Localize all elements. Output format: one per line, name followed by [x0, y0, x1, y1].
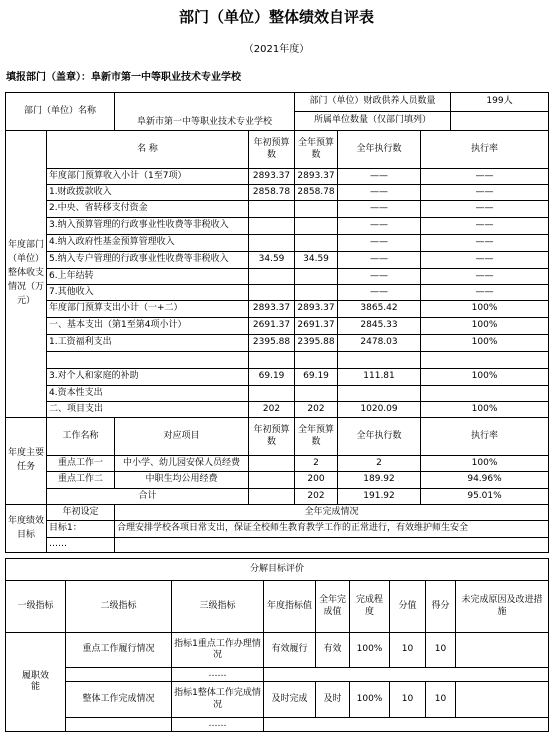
eval-header-degree: 完成程度 — [350, 581, 390, 633]
eval-row-done: 及时 — [316, 682, 350, 718]
dept-name-label: 部门（单位）名称 — [6, 93, 115, 131]
budget-row-full — [295, 285, 338, 301]
budget-row-exec: 1020.09 — [338, 402, 421, 418]
tasks-header-full: 全年预算数 — [295, 418, 338, 456]
budget-row-full — [295, 201, 338, 218]
task-row-rate: 94.96% — [421, 472, 549, 489]
budget-row-full: 69.19 — [295, 369, 338, 386]
budget-row-name: 6.上年结转 — [47, 269, 249, 285]
reporting-unit: 填报部门（盖章）：阜新市第一中等职业技术专业学校 — [6, 72, 241, 83]
evaluation-table — [5, 558, 549, 732]
eval-row-score: 10 — [426, 682, 456, 718]
eval-row-l2: 整体工作完成情况 — [66, 682, 172, 718]
budget-row-full: 2893.37 — [295, 169, 338, 185]
eval-ellipsis-row — [264, 718, 549, 732]
task-row-project: 中职生均公用经费 — [115, 472, 249, 489]
eval-row-l2 — [66, 718, 172, 732]
budget-header-name: 名 称 — [47, 131, 249, 169]
budget-row-initial: 34.59 — [249, 252, 295, 269]
task-row-name: 重点工作一 — [47, 456, 115, 472]
eval-row-score-full: 10 — [390, 633, 426, 668]
goal-1-label: 目标1： — [47, 521, 115, 538]
budget-header-initial: 年初预算数 — [249, 131, 295, 169]
budget-row-full — [295, 235, 338, 252]
eval-header-l2: 二级指标 — [66, 581, 172, 633]
budget-row-exec — [338, 352, 421, 369]
budget-row-exec: 2845.33 — [338, 318, 421, 335]
budget-row-full — [295, 218, 338, 235]
budget-row-name: 年度部门预算收入小计（1至7项） — [47, 169, 249, 185]
budget-row-rate: 100% — [421, 301, 549, 318]
eval-row-l2 — [66, 668, 172, 682]
budget-row-rate: 100% — [421, 402, 549, 418]
budget-row-initial: 2691.37 — [249, 318, 295, 335]
budget-row-initial: 2858.78 — [249, 185, 295, 201]
budget-row-initial — [249, 285, 295, 301]
eval-row-score: 10 — [426, 633, 456, 668]
eval-row-l3: 指标1重点工作办理情况 — [172, 633, 264, 668]
budget-row-rate: —— — [421, 185, 549, 201]
budget-row-rate: 100% — [421, 369, 549, 386]
eval-ellipsis: …… — [172, 668, 264, 682]
budget-row-initial — [249, 218, 295, 235]
eval-row-target: 及时完成 — [264, 682, 316, 718]
budget-row-rate — [421, 386, 549, 402]
budget-row-name: 3.对个人和家庭的补助 — [47, 369, 249, 386]
task-row-exec: 189.92 — [338, 472, 421, 489]
budget-row-initial — [249, 235, 295, 252]
task-row-project: 中小学、幼儿园安保人员经费 — [115, 456, 249, 472]
budget-header-exec: 全年执行数 — [338, 131, 421, 169]
task-row-full: 2 — [295, 456, 338, 472]
budget-row-initial — [249, 386, 295, 402]
budget-row-full: 2691.37 — [295, 318, 338, 335]
budget-row-name: 3.纳入预算管理的行政事业性收费等非税收入 — [47, 218, 249, 235]
budget-row-initial: 2893.37 — [249, 169, 295, 185]
budget-row-initial — [249, 201, 295, 218]
sub-unit-value — [451, 112, 549, 131]
task-row-name: 重点工作二 — [47, 472, 115, 489]
task-total-rate: 95.01% — [421, 489, 549, 505]
eval-row-l2: 重点工作履行情况 — [66, 633, 172, 668]
budget-row-full: 2893.37 — [295, 301, 338, 318]
tasks-header-rate: 执行率 — [421, 418, 549, 456]
budget-row-exec: —— — [338, 169, 421, 185]
budget-row-rate: —— — [421, 169, 549, 185]
budget-row-initial — [249, 269, 295, 285]
eval-header-l3: 三级指标 — [172, 581, 264, 633]
goal-ellipsis: …… — [47, 538, 115, 553]
budget-row-full: 2858.78 — [295, 185, 338, 201]
tasks-header-name: 工作名称 — [47, 418, 115, 456]
budget-row-exec: —— — [338, 269, 421, 285]
budget-row-name: 1.工资福利支出 — [47, 335, 249, 352]
goals-complete-label: 全年完成情况 — [115, 505, 549, 521]
budget-row-exec: —— — [338, 285, 421, 301]
budget-row-name — [47, 352, 249, 369]
budget-row-initial: 2893.37 — [249, 301, 295, 318]
budget-row-initial — [249, 352, 295, 369]
budget-row-rate: —— — [421, 252, 549, 269]
budget-row-name: 1.财政拨款收入 — [47, 185, 249, 201]
budget-row-name: 5.纳入专户管理的行政事业性收费等非税收入 — [47, 252, 249, 269]
budget-row-exec: 3865.42 — [338, 301, 421, 318]
budget-row-name: 7.其他收入 — [47, 285, 249, 301]
budget-row-name: 一、基本支出（第1至第4项小计） — [47, 318, 249, 335]
budget-row-rate — [421, 352, 549, 369]
goal-ellipsis-value — [115, 538, 549, 553]
eval-header-target: 年度指标值 — [264, 581, 316, 633]
eval-l1-value: 履职效能 — [6, 633, 66, 732]
goals-initial-label: 年初设定 — [47, 505, 115, 521]
budget-row-rate: 100% — [421, 318, 549, 335]
task-row-initial — [249, 456, 295, 472]
budget-row-exec: —— — [338, 201, 421, 218]
goal-1-text: 合理安排学校各项日常支出，保证全校师生教育教学工作的正常进行，有效维护师生安全 — [115, 521, 549, 538]
eval-header-done: 全年完成值 — [316, 581, 350, 633]
budget-row-exec: —— — [338, 185, 421, 201]
sub-unit-label: 所属单位数量（仅部门填列） — [295, 112, 451, 131]
budget-row-full: 202 — [295, 402, 338, 418]
eval-row-score-full: 10 — [390, 682, 426, 718]
budget-row-name: 二、项目支出 — [47, 402, 249, 418]
eval-ellipsis: …… — [172, 718, 264, 732]
budget-row-full — [295, 386, 338, 402]
staff-count-value: 199人 — [451, 93, 549, 112]
eval-header-score: 得分 — [426, 581, 456, 633]
tasks-header-project: 对应项目 — [115, 418, 249, 456]
budget-row-exec: —— — [338, 218, 421, 235]
budget-row-rate: —— — [421, 201, 549, 218]
eval-row-degree: 100% — [350, 682, 390, 718]
budget-row-rate: —— — [421, 285, 549, 301]
dept-name-value: 阜新市第一中等职业技术专业学校 — [115, 93, 295, 131]
task-total-exec: 191.92 — [338, 489, 421, 505]
budget-row-full: 2395.88 — [295, 335, 338, 352]
eval-row-done: 有效 — [316, 633, 350, 668]
budget-row-rate: —— — [421, 218, 549, 235]
eval-header-score-full: 分值 — [390, 581, 426, 633]
eval-row-l3: 指标1整体工作完成情况 — [172, 682, 264, 718]
budget-row-name: 年度部门预算支出小计（一+二） — [47, 301, 249, 318]
budget-row-rate: —— — [421, 269, 549, 285]
eval-row-reason — [456, 633, 549, 668]
eval-row-degree: 100% — [350, 633, 390, 668]
budget-row-full — [295, 269, 338, 285]
budget-header-rate: 执行率 — [421, 131, 549, 169]
eval-row-reason — [456, 682, 549, 718]
eval-header-l1: 一级指标 — [6, 581, 66, 633]
budget-header-full: 全年预算数 — [295, 131, 338, 169]
budget-row-rate: 100% — [421, 335, 549, 352]
budget-row-full: 34.59 — [295, 252, 338, 269]
budget-row-initial: 202 — [249, 402, 295, 418]
tasks-header-exec: 全年执行数 — [338, 418, 421, 456]
task-total-full: 202 — [295, 489, 338, 505]
budget-row-exec: 111.81 — [338, 369, 421, 386]
budget-row-exec — [338, 386, 421, 402]
task-row-full: 200 — [295, 472, 338, 489]
staff-count-label: 部门（单位）财政供养人员数量 — [295, 93, 451, 112]
budget-row-rate: —— — [421, 235, 549, 252]
task-row-rate: 100% — [421, 456, 549, 472]
goals-section-label: 年度绩效目标 — [6, 505, 47, 553]
eval-row-target: 有效履行 — [264, 633, 316, 668]
eval-ellipsis-row — [264, 668, 549, 682]
budget-row-name: 2.中央、省转移支付资金 — [47, 201, 249, 218]
task-row-initial — [249, 472, 295, 489]
budget-table — [5, 92, 549, 553]
budget-row-exec: —— — [338, 235, 421, 252]
budget-row-exec: —— — [338, 252, 421, 269]
report-year: （2021年度） — [243, 44, 310, 55]
task-total-name: 合计 — [47, 489, 249, 505]
tasks-header-initial: 年初预算数 — [249, 418, 295, 456]
budget-row-exec: 2478.03 — [338, 335, 421, 352]
budget-row-name: 4.纳入政府性基金预算管理收入 — [47, 235, 249, 252]
task-row-exec: 2 — [338, 456, 421, 472]
budget-row-initial: 69.19 — [249, 369, 295, 386]
task-total-initial — [249, 489, 295, 505]
budget-row-initial: 2395.88 — [249, 335, 295, 352]
budget-row-name: 4.资本性支出 — [47, 386, 249, 402]
budget-section-label: 年度部门（单位）整体收支情况（万元） — [6, 131, 47, 418]
evaluation-title: 分解目标评价 — [6, 559, 549, 581]
page-title: 部门（单位）整体绩效自评表 — [178, 8, 374, 26]
tasks-section-label: 年度主要任务 — [6, 418, 47, 505]
eval-header-reason: 未完成原因及改进措施 — [456, 581, 549, 633]
budget-row-full — [295, 352, 338, 369]
